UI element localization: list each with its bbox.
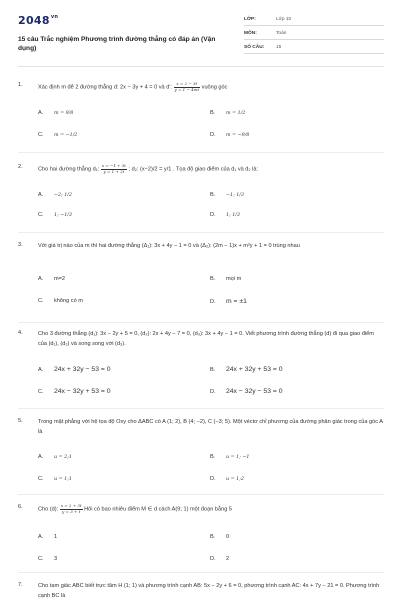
option-text: m = −1/2 bbox=[54, 133, 78, 138]
meta-value: 15 bbox=[276, 45, 282, 50]
option-letter: B. bbox=[210, 454, 216, 460]
logo-text: 2048 bbox=[18, 14, 50, 27]
question-number: 1. bbox=[18, 82, 23, 88]
option-d[interactable] bbox=[210, 556, 229, 562]
option-text: m = 9/8 bbox=[54, 111, 74, 116]
question-text bbox=[38, 82, 383, 93]
option-letter: A. bbox=[38, 534, 44, 540]
option-letter: C. bbox=[38, 476, 44, 482]
question-text-part: Xác định m để 2 đường thẳng d: 2x − 3y + 4 = 0 và d': bbox=[38, 84, 172, 91]
question-2 bbox=[18, 164, 384, 232]
meta-row-count bbox=[244, 42, 384, 54]
option-b[interactable] bbox=[210, 110, 245, 116]
param-system bbox=[60, 504, 83, 514]
question-4 bbox=[18, 330, 384, 408]
option-a[interactable] bbox=[38, 276, 65, 282]
meta-key: SỐ CÂU: bbox=[244, 45, 265, 50]
option-letter: D. bbox=[210, 212, 216, 218]
option-b[interactable] bbox=[210, 276, 241, 282]
meta-value: Lớp 10 bbox=[276, 17, 292, 22]
option-letter: A. bbox=[38, 192, 44, 198]
system-line-2: y = 1 − 4mt bbox=[174, 86, 200, 92]
option-c[interactable] bbox=[38, 298, 83, 304]
option-d[interactable] bbox=[210, 298, 247, 305]
param-system bbox=[101, 164, 127, 174]
question-text bbox=[38, 504, 383, 515]
option-c[interactable] bbox=[38, 556, 57, 562]
option-b[interactable] bbox=[210, 534, 229, 540]
option-letter: A. bbox=[38, 276, 44, 282]
question-text: Cho 3 đường thẳng (d₁): 3x − 2y + 5 = 0, (d₂): 2x + 4y − 7 = 0, (d₃): 3x + 4y − 1 = 0. Viết phương trình đường thẳng (d) đi qua giao điểm của (d₁), (d₂) và song song với (d₃). bbox=[38, 331, 374, 347]
meta-table bbox=[244, 14, 384, 56]
question-divider bbox=[18, 152, 384, 153]
question-number: 5. bbox=[18, 418, 23, 424]
question-number: 2. bbox=[18, 164, 23, 170]
option-text: không có m bbox=[54, 298, 83, 304]
option-text: 24x + 32y + 53 = 0 bbox=[226, 366, 283, 373]
option-text: mọi m bbox=[226, 276, 242, 282]
option-b[interactable] bbox=[210, 366, 283, 373]
option-c[interactable] bbox=[38, 476, 72, 482]
option-text: 3 bbox=[54, 556, 58, 562]
option-d[interactable] bbox=[210, 132, 249, 138]
question-divider bbox=[18, 408, 384, 409]
option-text: u = 1; −1 bbox=[226, 455, 250, 460]
option-letter: B. bbox=[210, 276, 216, 282]
option-text: 24x − 32y + 53 = 0 bbox=[54, 388, 111, 395]
option-letter: A. bbox=[38, 367, 44, 373]
question-text bbox=[38, 164, 383, 175]
option-text: u = 1;1 bbox=[54, 477, 72, 482]
question-text-part: Cho (d): bbox=[38, 506, 59, 513]
option-text: 2 bbox=[226, 556, 230, 562]
option-a[interactable] bbox=[38, 110, 73, 116]
option-a[interactable] bbox=[38, 534, 57, 540]
option-text: 24x + 32y − 53 = 0 bbox=[54, 366, 111, 373]
option-letter: B. bbox=[210, 534, 216, 540]
option-text: −1; 1/3 bbox=[226, 193, 244, 198]
option-letter: D. bbox=[210, 299, 216, 305]
question-7 bbox=[18, 582, 384, 600]
option-text: 0 bbox=[226, 534, 230, 540]
option-b[interactable] bbox=[210, 192, 244, 198]
question-text-part: Cho hai đường thẳng d₁: bbox=[38, 166, 100, 173]
option-letter: D. bbox=[210, 132, 216, 138]
option-a[interactable] bbox=[38, 192, 72, 198]
system-line-2: y = 3 + t bbox=[62, 508, 81, 514]
option-c[interactable] bbox=[38, 212, 72, 218]
system-line-1: x = 2 + 3t bbox=[60, 503, 82, 508]
option-letter: B. bbox=[210, 110, 216, 116]
question-text-part: vuông góc bbox=[201, 84, 228, 91]
question-number: 3. bbox=[18, 242, 23, 248]
meta-row-subject bbox=[244, 28, 384, 40]
option-letter: A. bbox=[38, 110, 44, 116]
header-divider bbox=[18, 66, 384, 67]
option-text: 1; −1/3 bbox=[54, 213, 72, 218]
question-number: 7. bbox=[18, 582, 23, 588]
option-text: −2; 1/2 bbox=[54, 193, 72, 198]
option-c[interactable] bbox=[38, 132, 77, 138]
option-d[interactable] bbox=[210, 388, 283, 395]
document-header bbox=[18, 14, 384, 52]
page-title: 15 câu Trắc nghiệm Phương trình đường thẳng có đáp án (Vận dụng) bbox=[18, 36, 216, 52]
system-line-1: x = 2 − 3t bbox=[174, 82, 201, 88]
question-divider bbox=[18, 232, 384, 233]
option-text: m=2 bbox=[54, 276, 66, 282]
question-3 bbox=[18, 242, 384, 320]
option-letter: D. bbox=[210, 389, 216, 395]
question-number: 4. bbox=[18, 330, 23, 336]
option-letter: D. bbox=[210, 476, 216, 482]
option-letter: C. bbox=[38, 389, 44, 395]
option-letter: C. bbox=[38, 298, 44, 304]
option-text: 1 bbox=[54, 534, 58, 540]
question-divider bbox=[18, 494, 384, 495]
option-b[interactable] bbox=[210, 454, 249, 460]
question-number: 6. bbox=[18, 504, 23, 510]
option-a[interactable] bbox=[38, 454, 72, 460]
option-text: u = 1;2 bbox=[226, 477, 244, 482]
option-letter: B. bbox=[210, 367, 216, 373]
question-text: Trong mặt phẳng với hệ tọa độ Oxy cho ΔABC có A (1; 2), B (4; −2), C (−3; 5). Một véctơ chỉ phương của đường phân giác trong của góc A là bbox=[38, 419, 383, 435]
option-text: m = 1/2 bbox=[226, 111, 246, 116]
system-line-1: x = −1 + 3t bbox=[101, 163, 126, 168]
option-letter: C. bbox=[38, 556, 44, 562]
option-d[interactable] bbox=[210, 212, 240, 218]
option-letter: C. bbox=[38, 212, 44, 218]
option-letter: B. bbox=[210, 192, 216, 198]
option-letter: D. bbox=[210, 556, 216, 562]
option-text: u = 2;1 bbox=[54, 455, 72, 460]
question-5 bbox=[18, 418, 384, 494]
meta-row-grade bbox=[244, 14, 384, 26]
system-line-2: y = 1 + 2t bbox=[103, 168, 125, 174]
meta-key: MÔN: bbox=[244, 31, 257, 36]
option-c[interactable] bbox=[38, 388, 111, 395]
option-text: 24x − 32y − 53 = 0 bbox=[226, 388, 283, 395]
question-text-part: Hỏi có bao nhiêu điểm M ∈ d cách A(9; 1) một đoạn bằng 5 bbox=[84, 506, 233, 513]
logo-suffix: vn bbox=[50, 14, 59, 20]
question-divider bbox=[18, 572, 384, 573]
question-text-part: ; d₂: (x−2)/2 = y/1 . Tọa độ giao điểm của d₁ và d₂ là: bbox=[128, 166, 259, 173]
option-text: m = ±1 bbox=[226, 298, 247, 305]
question-divider bbox=[18, 322, 384, 323]
question-1 bbox=[18, 82, 384, 152]
option-letter: C. bbox=[38, 132, 44, 138]
question-6 bbox=[18, 504, 384, 570]
option-letter: A. bbox=[38, 454, 44, 460]
option-text: m = −9/8 bbox=[226, 133, 250, 138]
question-text: Với giá trị nào của m thì hai đường thẳng (Δ₁): 3x + 4y − 1 = 0 và (Δ₂): (2m − 1)x + m²y + 1 = 0 trùng nhau bbox=[38, 243, 300, 249]
param-system bbox=[174, 82, 201, 92]
option-d[interactable] bbox=[210, 476, 244, 482]
meta-value: Toán bbox=[276, 31, 287, 36]
meta-key: LỚP: bbox=[244, 17, 256, 22]
option-a[interactable] bbox=[38, 366, 111, 373]
option-text: 1; 1/3 bbox=[226, 213, 240, 218]
question-text: Cho tam giác ABC biết trực tâm H (1; 1) và phương trình cạnh AB: 5x − 2y + 6 = 0, phương trình cạnh AC: 4x + 7y − 21 = 0. Phương trình cạnh BC là bbox=[38, 583, 380, 599]
